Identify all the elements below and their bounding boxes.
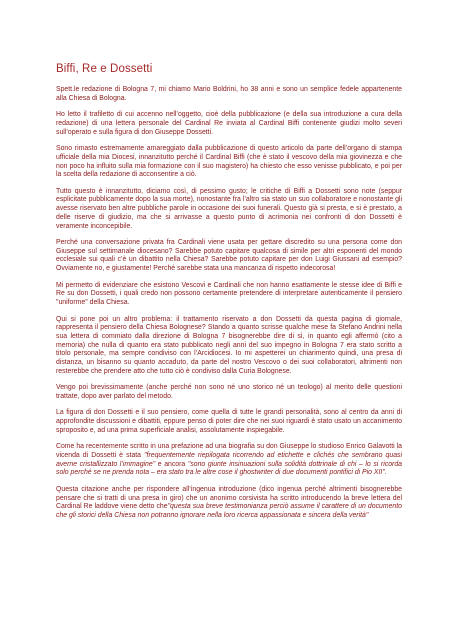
- paragraph: [56, 443, 402, 478]
- paragraph: [56, 239, 402, 274]
- paragraph-text: Questa citazione anche per rispondere all’ingenua introduzione (dico ingenua perché altrimenti bisognerebbe pensare che si tratti di una presa in giro) che un anonimo corsivista ha scritto introducendo la breve lettera del Cardinal Re laddove viene detto che: [56, 485, 402, 511]
- paragraph: [56, 111, 402, 137]
- paragraph: [56, 486, 402, 521]
- paragraph-text: Qui si pone poi un altro problema: il trattamento riservato a don Dossetti da questa pagina di giornale, rappresenta il pensiero della Chiesa Bolognese? Stando a quanto scrisse qualche mese fa Stefano Andrini nella sua lettera di commiato dalla direzione di Bologna 7 bisognerebbe dire di sì, in quanto egli affermò (cito a memoria) che nulla di quanto era stato pubblicato negli anni del suo impegno in Bologna 7 era stato scritto a titolo personale, ma sempre condiviso con l’Arcidiocesi. Io mi aspetterei un chiarimento quindi, una presa di distanza, un bisanno su quanto accaduto, da parte del nostro Vescovo o dei suoi collaboratori, altrimenti non resterebbe che prendere atto che tutto ciò è condiviso dalla Curia Bolognese.: [56, 315, 402, 375]
- quoted-text: "sono giunte insinuazioni sulla solidità dottrinale di chi – lo si ricorda solo perché se ne prenda nota – era stato tra le altre cose il ghostwriter di due documenti pontifici di Pio XII": [56, 460, 402, 477]
- paragraph: [56, 316, 402, 377]
- paragraph-text: Tutto questo è innanzitutto, diciamo così, di pessimo gusto; le critiche di Biffi a Dossetti sono note (seppur esplicitate pubblicamente dopo la sua morte), nonostante fra l’altro sia stato un suo collaboratore e nonostante gli avesse riservato ben altre pubbliche parole in occasione dei suoi funerali. Questo già si presta, e si è prestato, a delle riserve di giudizio, ma che si arrivasse a questo punto di acrimonia nei confronti di don Dossetti è veramente inconcepibile.: [56, 187, 402, 230]
- paragraph-text: Sono rimasto estremamente amareggiato dalla pubblicazione di questo articolo da parte dell’organo di stampa ufficiale della mia Diocesi, innanzitutto perché il Cardinal Biffi (che è stato il vescovo della mia giovinezza e che non poco ha influito sulla mia formazione con il suo magistero) ha chiesto che esso venisse pubblicato, e poi per la scelta della redazione di acconsentire a ciò.: [56, 145, 402, 179]
- paragraph: [56, 188, 402, 232]
- document-title: Biffi, Re e Dossetti: [56, 63, 153, 75]
- paragraph: [56, 86, 402, 103]
- paragraph-text: Perché una conversazione privata fra Cardinali viene usata per gettare discredito su una persona come don Giuseppe sul settimanale diocesano? Sarebbe potuto capitare qualcosa di simile per altri esponenti del mondo ecclesiale sui quali c’è un dibattito nella Chiesa? Sarebbe potuto capitare per don Luigi Giussani ad esempio? Ovviamente no, e giustamente! Perché sarebbe stata una mancanza di rispetto indecorosa!: [56, 239, 402, 273]
- paragraph-text: Vengo poi brevissimamente (anche perché non sono né uno storico né un teologo) al merito delle questioni trattate, dopo aver parlato del metodo.: [56, 384, 402, 400]
- paragraph: [56, 409, 402, 435]
- paragraph: [56, 384, 402, 401]
- document-body: [56, 86, 402, 529]
- paragraph-text: Spett.le redazione di Bologna 7, mi chiamo Mario Boldrini, ho 38 anni e sono un semplice fedele appartenente alla Chiesa di Bologna.: [56, 86, 402, 102]
- paragraph: [56, 145, 402, 180]
- paragraph-text: e ancora: [155, 460, 188, 468]
- paragraph-text: Ho letto il trafiletto di cui accenno nell’oggetto, cioè della pubblicazione (e della sua introduzione a cura della redazione) di una lettera personale del Cardinal Re inviata al Cardinal Biffi contenente giudizi molto severi sull’operato e sulla figura di don Giuseppe Dossetti.: [56, 111, 402, 136]
- quoted-text: "questa sua breve testimonianza perciò assume il carattere di un documento che gli storici della Chiesa non potranno ignorare nella loro ricerca appassionata e sincera della verità": [56, 503, 402, 520]
- paragraph-text: Mi permetto di evidenziare che esistono Vescovi e Cardinali che non hanno esattamente le stesse idee di Biffi e Re su don Dossetti, i quali credo non possono certamente pretendere di interpretare autenticamente il pensiero "uniforme" della Chiesa.: [56, 281, 402, 307]
- paragraph-text: La figura di don Dossetti e il suo pensiero, come quella di tutte le grandi personalità, sono al centro da anni di approfondite discussioni e dibattiti, eppure penso di poter dire che nei suoi riguardi è stato usato un accanimento sproposito e, ad una prima superficiale analisi, assolutamente inspiegabile.: [56, 409, 402, 434]
- paragraph-text: Come ha recentemente scritto in una prefazione ad una biografia su don Giuseppe lo studioso Enrico Galavotti la vicenda di Dossetti è stata: [56, 443, 402, 460]
- paragraph-text: .: [384, 469, 387, 477]
- quoted-text: "frequentemente riepilogata ricorrendo ad etichette e clichés che sembrano quasi averne cristallizzato l’immagine": [56, 452, 403, 468]
- paragraph: [56, 282, 402, 308]
